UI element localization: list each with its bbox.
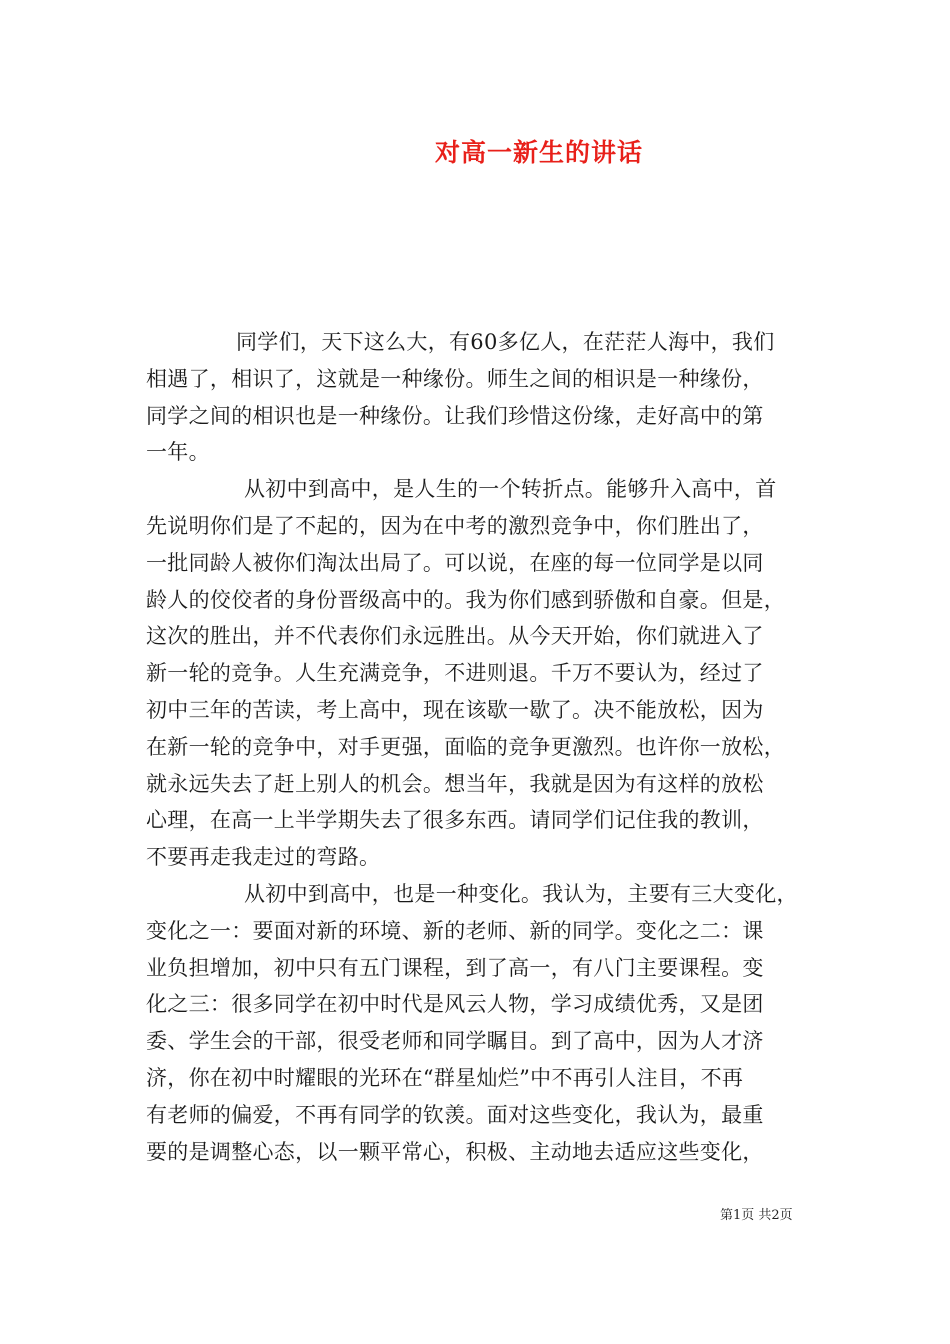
paragraph-line: 心理，在高一上半学期失去了很多东西。请同学们记住我的教训， — [146, 808, 764, 833]
paragraph-line: 要的是调整心态，以一颗平常心，积极、主动地去适应这些变化， — [146, 1139, 764, 1164]
paragraph-line: 这次的胜出，并不代表你们永远胜出。从今天开始，你们就进入了 — [146, 624, 764, 649]
paragraph-2 — [146, 471, 808, 876]
paragraph-line: 变化之一：要面对新的环境、新的老师、新的同学。变化之二：课 — [146, 918, 764, 943]
paragraph-line: 不要再走我走过的弯路。 — [146, 845, 381, 870]
paragraph-line: 就永远失去了赶上别人的机会。想当年，我就是因为有这样的放松 — [146, 771, 764, 796]
paragraph-line: 一批同龄人被你们淘汰出局了。可以说，在座的每一位同学是以同 — [146, 550, 764, 575]
paragraph-line: 业负担增加，初中只有五门课程，到了高一，有八门主要课程。变 — [146, 955, 764, 980]
paragraph-1 — [146, 324, 808, 471]
paragraph-line: 从初中到高中，是人生的一个转折点。能够升入高中，首 — [244, 477, 777, 502]
paragraph-line: 新一轮的竞争。人生充满竞争，不进则退。千万不要认为，经过了 — [146, 661, 764, 686]
paragraph-line: 委、学生会的干部，很受老师和同学瞩目。到了高中，因为人才济 — [146, 1029, 764, 1054]
document-body — [146, 324, 808, 1170]
paragraph-line: 一年。 — [146, 440, 210, 465]
paragraph-line: 相遇了，相识了，这就是一种缘份。师生之间的相识是一种缘份， — [146, 366, 764, 391]
paragraph-line: 济，你在初中时耀眼的光环在“群星灿烂”中不再引人注目，不再 — [146, 1065, 744, 1090]
paragraph-line: 在新一轮的竞争中，对手更强，面临的竞争更激烈。也许你一放松， — [146, 734, 785, 759]
paragraph-line: 有老师的偏爱，不再有同学的钦羡。面对这些变化，我认为，最重 — [146, 1102, 764, 1127]
paragraph-line: 同学们，天下这么大，有60多亿人，在茫茫人海中，我们 — [236, 330, 775, 354]
page-title: 对高一新生的讲话 — [434, 138, 643, 167]
paragraph-line: 初中三年的苦读，考上高中，现在该歇一歇了。决不能放松，因为 — [146, 697, 764, 722]
paragraph-line: 同学之间的相识也是一种缘份。让我们珍惜这份缘，走好高中的第 — [146, 403, 764, 428]
page-number-footer: 第1页 共2页 — [720, 1208, 793, 1223]
paragraph-line: 化之三：很多同学在初中时代是风云人物，学习成绩优秀，又是团 — [146, 992, 764, 1017]
paragraph-3 — [146, 876, 808, 1170]
paragraph-line: 先说明你们是了不起的，因为在中考的激烈竞争中，你们胜出了， — [146, 513, 764, 538]
paragraph-line: 龄人的佼佼者的身份晋级高中的。我为你们感到骄傲和自豪。但是， — [146, 587, 785, 612]
paragraph-line: 从初中到高中，也是一种变化。我认为，主要有三大变化， — [244, 881, 798, 906]
